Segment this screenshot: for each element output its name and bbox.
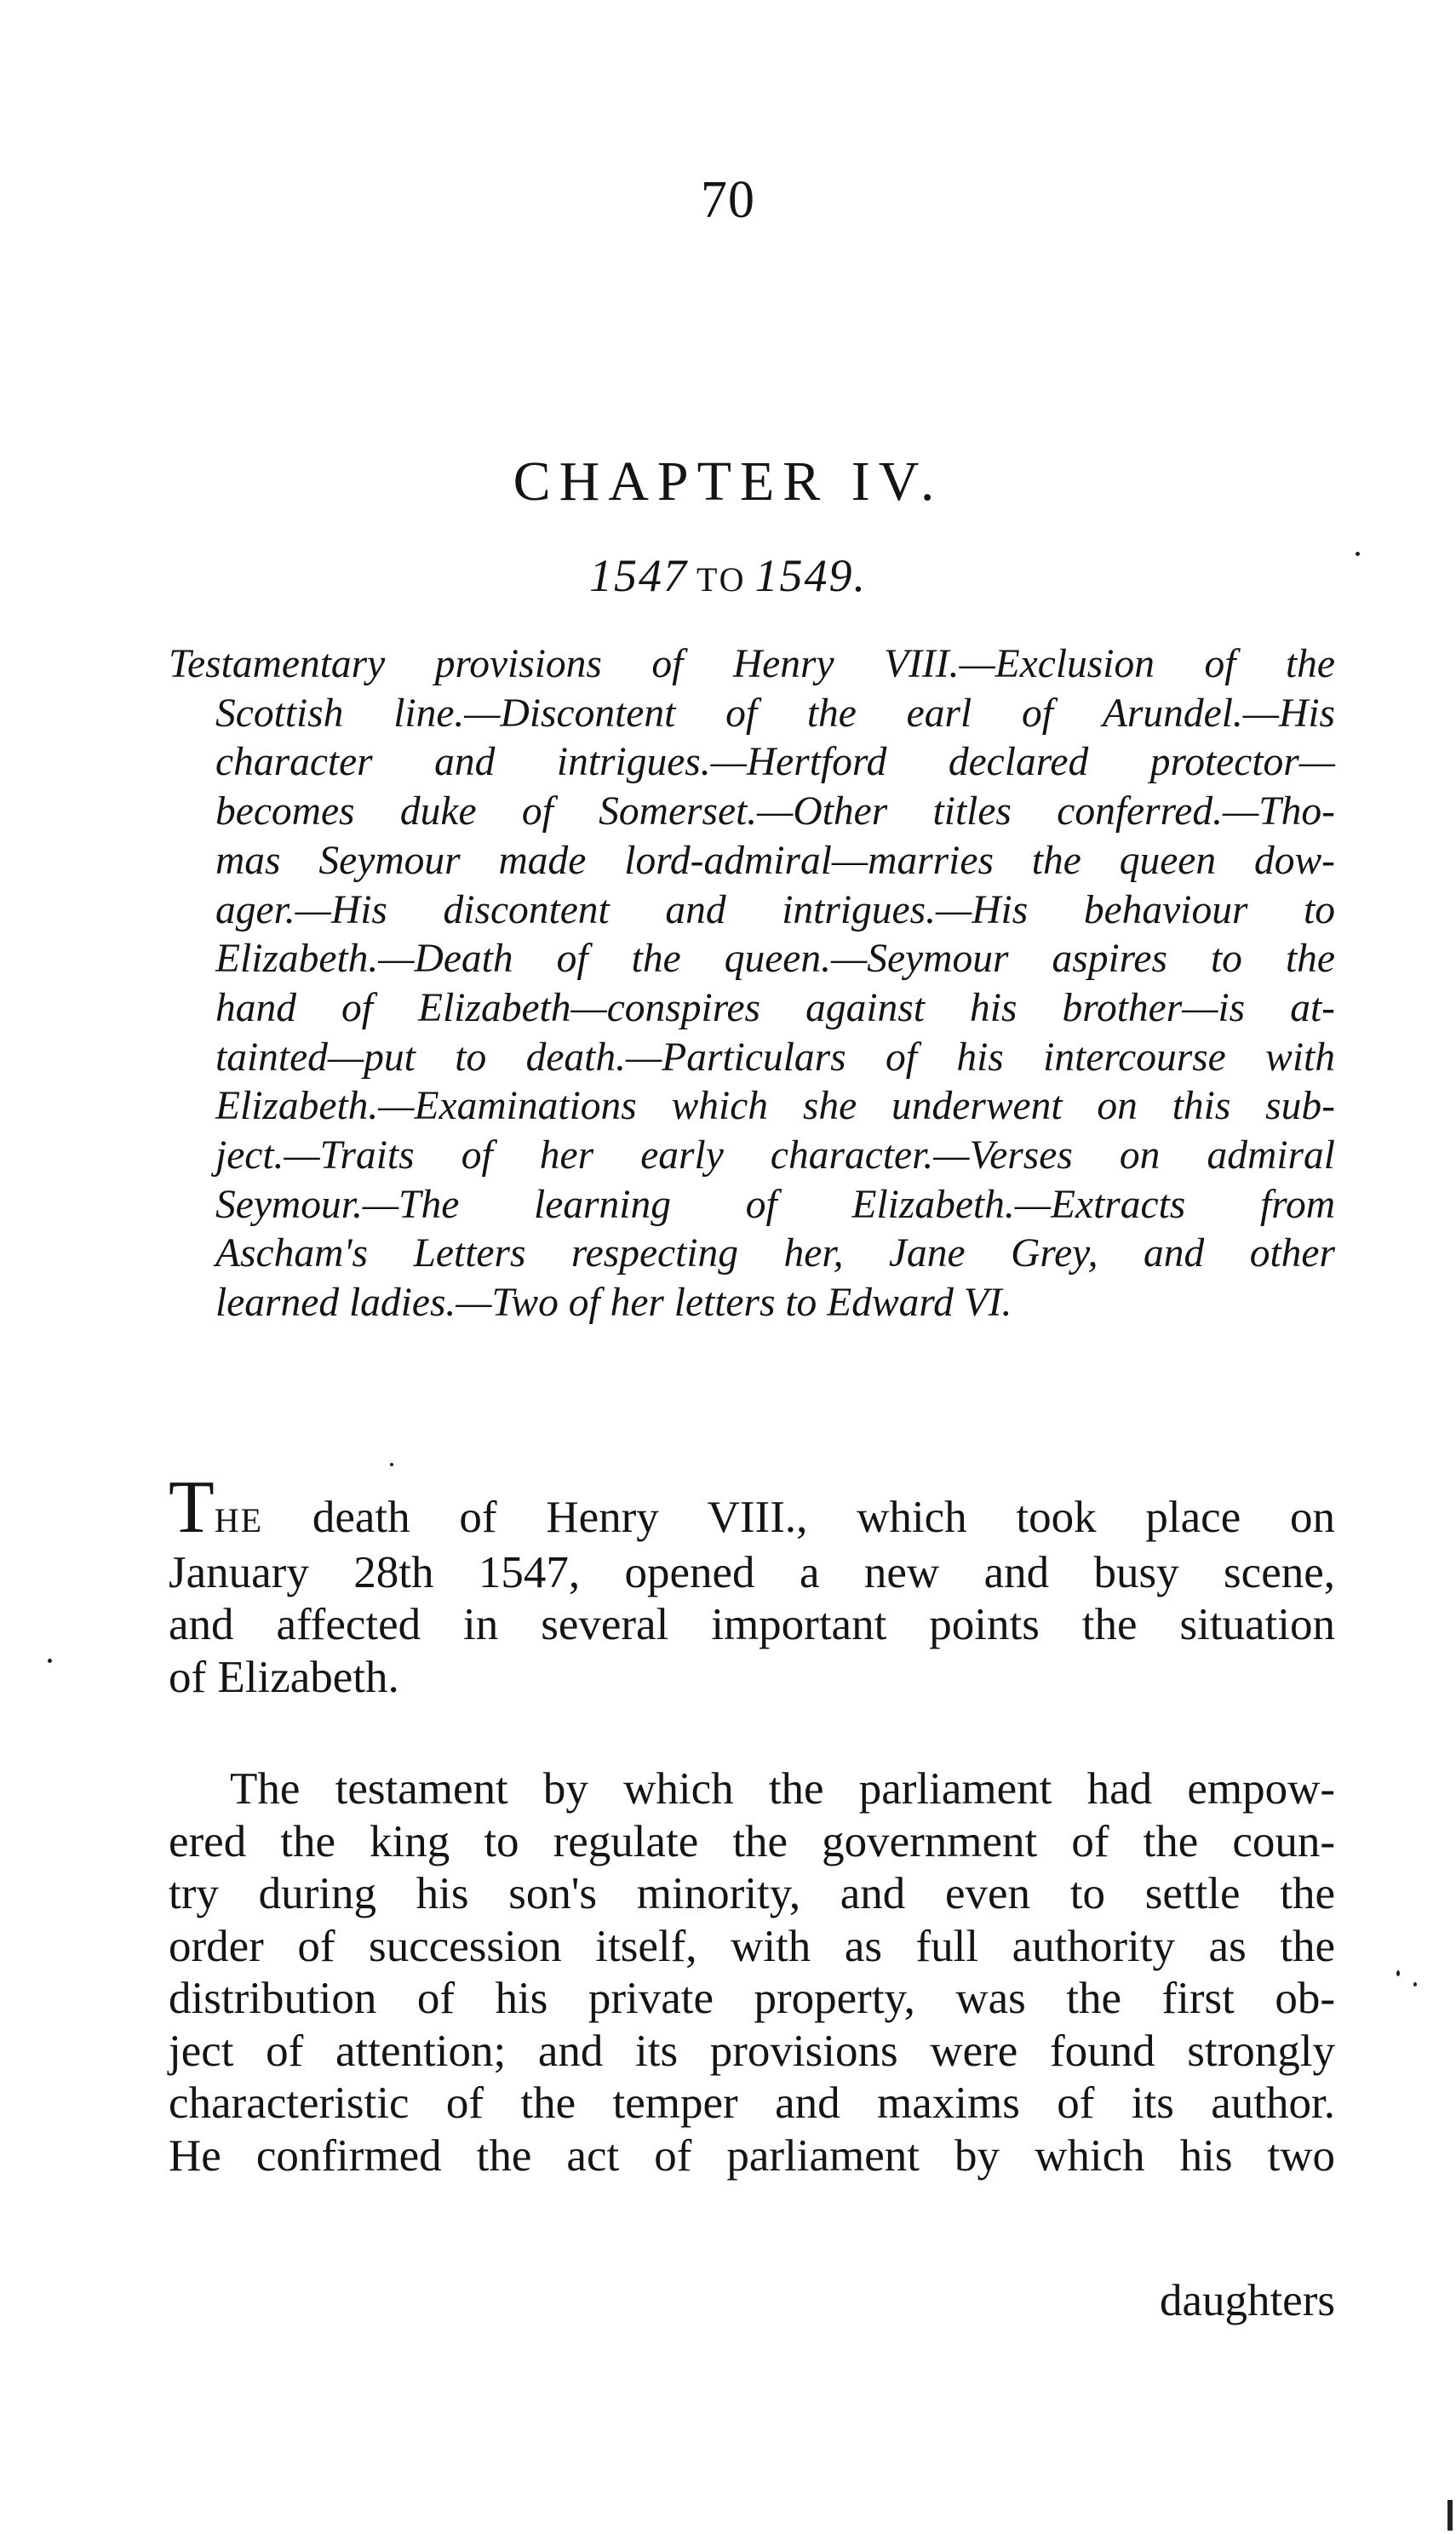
paragraph-line: order of succession itself, with as full authority as the [169,1921,1335,1971]
synopsis-line: mas Seymour made lord-admiral—marries the queen dow- [215,838,1335,883]
small-caps-text: HE [214,1501,264,1539]
body-paragraph-1 [169,1466,1335,1704]
synopsis-line: Elizabeth.—Death of the queen.—Seymour aspires to the [215,937,1335,982]
chapter-dates [0,549,1456,602]
body-paragraph-2 [169,1763,1335,2182]
date-from: 1547 [588,550,688,601]
paragraph-line: ject of attention; and its provisions were found strongly [169,2026,1335,2076]
synopsis-line: Ascham's Letters respecting her, Jane Grey, and other [215,1231,1335,1276]
paragraph-line: January 28th 1547, opened a new and busy scene, [169,1547,1335,1597]
chapter-title: CHAPTER IV. [513,450,943,513]
scan-speck [48,1659,52,1663]
synopsis-line: hand of Elizabeth—conspires against his brother—is at- [215,985,1335,1030]
paragraph-line: characteristic of the temper and maxims of its author. [169,2078,1335,2128]
paragraph-line: and affected in several important points the situation [169,1600,1335,1649]
catchword: daughters [1159,2276,1335,2325]
synopsis-line: tainted—put to death.—Particulars of his intercourse with [215,1035,1335,1080]
line-text: death of Henry VIII., which took place on [263,1493,1335,1542]
synopsis-line: character and intrigues.—Hertford declared protector— [215,740,1335,785]
date-to-word: TO [696,560,747,599]
date-to: 1549. [754,550,868,601]
paragraph-line [169,1466,1335,1549]
synopsis-line: Elizabeth.—Examinations which she underwent on this sub- [215,1084,1335,1129]
synopsis-line: Scottish line.—Discontent of the earl of Arundel.—His [215,691,1335,736]
synopsis-line: becomes duke of Somerset.—Other titles conferred.—Tho- [215,789,1335,834]
scan-speck [1447,2500,1453,2531]
chapter-synopsis [169,640,1335,1328]
scan-speck [1396,1970,1400,1976]
scan-speck [390,1463,393,1466]
synopsis-line: ject.—Traits of her early character.—Verses on admiral [215,1133,1335,1178]
synopsis-line: learned ladies.—Two of her letters to Edward VI. [215,1281,1012,1326]
paragraph-line: He confirmed the act of parliament by which his two [169,2130,1335,2181]
scan-speck [1356,552,1360,556]
drop-cap: T [169,1466,215,1549]
paragraph-line: The testament by which the parliament had empow- [230,1764,1335,1814]
synopsis-line: Seymour.—The learning of Elizabeth.—Extracts from [215,1182,1335,1227]
paragraph-line: try during his son's minority, and even to settle the [169,1869,1335,1918]
paragraph-line: of Elizabeth. [169,1652,399,1702]
page-number: 70 [701,171,755,229]
paragraph-line: ered the king to regulate the government of the coun- [169,1816,1335,1866]
scan-speck [1413,1982,1417,1986]
paragraph-line: distribution of his private property, was the first ob- [169,1974,1335,2023]
synopsis-line: Testamentary provisions of Henry VIII.—Exclusion of the [169,642,1335,686]
synopsis-line: ager.—His discontent and intrigues.—His behaviour to [215,887,1335,932]
